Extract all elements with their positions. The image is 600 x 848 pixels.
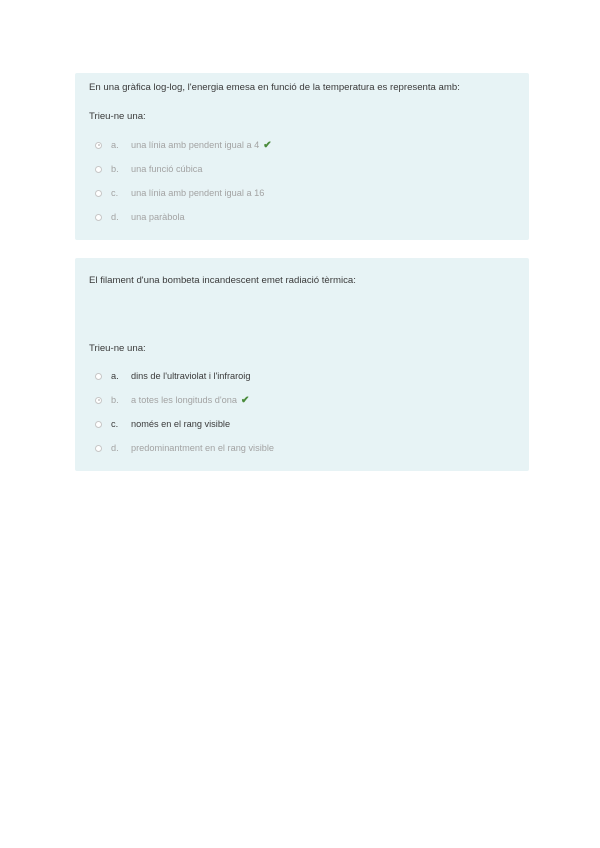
answer-letter: c.: [111, 188, 119, 198]
answer-text: una paràbola: [131, 212, 185, 222]
answer-list: [95, 133, 272, 229]
answer-text: només en el rang visible: [131, 419, 231, 429]
radio-button[interactable]: [95, 421, 102, 428]
answer-option-b[interactable]: [95, 388, 274, 412]
answer-text: una línia amb pendent igual a 4: [131, 140, 260, 150]
answer-option-c[interactable]: [95, 412, 274, 436]
answer-letter: d.: [111, 212, 119, 222]
radio-button[interactable]: [95, 373, 102, 380]
radio-button-selected[interactable]: [95, 397, 102, 404]
question-card-2: [75, 258, 529, 471]
radio-button[interactable]: [95, 190, 102, 197]
answer-text: a totes les longituds d'ona: [131, 395, 237, 405]
radio-button[interactable]: [95, 445, 102, 452]
answer-prompt: Trieu-ne una:: [89, 111, 146, 122]
answer-letter: a.: [111, 140, 119, 150]
check-icon: ✔: [263, 139, 272, 151]
question-text: En una gràfica log-log, l'energia emesa en funció de la temperatura es representa amb:: [89, 82, 460, 93]
answer-text: una funció cúbica: [131, 164, 203, 174]
answer-letter: d.: [111, 443, 119, 453]
answer-option-a[interactable]: [95, 133, 272, 157]
answer-option-b[interactable]: [95, 157, 272, 181]
answer-option-a[interactable]: [95, 364, 274, 388]
answer-letter: b.: [111, 164, 119, 174]
answer-letter: a.: [111, 371, 119, 381]
answer-text: una línia amb pendent igual a 16: [131, 188, 265, 198]
answer-letter: b.: [111, 395, 119, 405]
answer-text: predominantment en el rang visible: [131, 443, 274, 453]
answer-text: dins de l'ultraviolat i l'infraroig: [131, 371, 251, 381]
answer-prompt: Trieu-ne una:: [89, 343, 146, 354]
answer-option-d[interactable]: [95, 436, 274, 460]
check-icon: ✔: [240, 394, 250, 406]
radio-button[interactable]: [95, 214, 102, 221]
question-card-1: [75, 73, 529, 240]
answer-option-d[interactable]: [95, 205, 272, 229]
radio-button[interactable]: [95, 166, 102, 173]
question-text: El filament d'una bombeta incandescent emet radiació tèrmica:: [89, 275, 356, 286]
answer-letter: c.: [111, 419, 119, 429]
radio-button-selected[interactable]: [95, 142, 102, 149]
answer-option-c[interactable]: [95, 181, 272, 205]
answer-list: [95, 364, 274, 460]
